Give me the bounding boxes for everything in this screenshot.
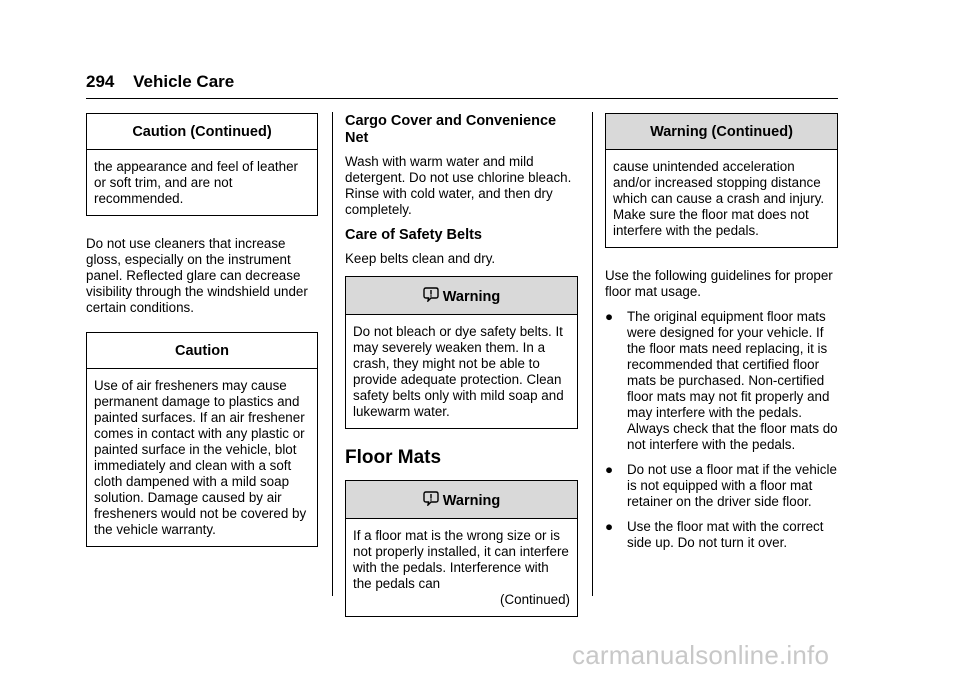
column-divider-2	[592, 112, 593, 596]
belts-warning-box	[345, 276, 578, 429]
header-rule	[86, 98, 838, 99]
caution-body	[87, 368, 317, 546]
belts-heading: Care of Safety Belts	[345, 227, 482, 243]
list-item-text: Use the floor mat with the correct side up. Do not turn it over.	[627, 519, 824, 550]
belts-text: Keep belts clean and dry.	[345, 251, 496, 266]
caution-title: Caution	[175, 343, 229, 359]
list-item-text: The original equipment floor mats were designed for your vehicle. If the floor mats need replacing, it is recommended that certified floor mats be purchased. Non-certified floor mats may not fit properly and may interfere with the pedals. Always check that the floor mats do not interfere with the pedals.	[627, 309, 838, 452]
floor-warning-body	[346, 518, 577, 616]
caution-continued-body	[87, 149, 317, 215]
caution-box	[86, 332, 318, 547]
watermark: carmanualsonline.info	[572, 640, 830, 670]
warning-continued-body	[606, 149, 837, 247]
page-number: 294	[86, 72, 115, 91]
caution-text: Use of air fresheners may cause permanent damage to plastics and painted surfaces. If an air freshener comes in contact with any plastic or painted surface in the vehicle, blot immediately and clean with a soft cloth dampened with a mild soap solution. Damage caused by air fresheners would not be covered by the vehicle warranty.	[94, 378, 307, 537]
floor-mats-heading: Floor Mats	[345, 447, 442, 468]
list-item	[605, 519, 838, 551]
column-divider-1	[332, 112, 333, 596]
belts-warning-text: Do not bleach or dye safety belts. It may severely weaken them. In a crash, they might not be able to provide adequate protection. Clean safety belts only with mild soap and lukewarm water.	[353, 324, 564, 419]
column-3	[605, 113, 838, 551]
bullet-icon: ●	[605, 309, 614, 324]
list-item	[605, 462, 838, 510]
gloss-paragraph: Do not use cleaners that increase gloss, especially on the instrument panel. Reflected glare can decrease visibility through the windshield under certain conditions.	[86, 236, 308, 315]
floor-warning-text: If a floor mat is the wrong size or is not properly installed, it can interfere with the pedals. Interference with the pedals can	[353, 528, 569, 591]
floor-warning-box	[345, 480, 578, 617]
list-item-text: Do not use a floor mat if the vehicle is not equipped with a floor mat retainer on the driver side floor.	[627, 462, 837, 509]
section-title: Vehicle Care	[133, 72, 235, 91]
column-2	[345, 113, 578, 617]
guidelines-intro: Use the following guidelines for proper floor mat usage.	[605, 268, 833, 299]
belts-warning-body	[346, 314, 577, 428]
belts-warning-title: Warning	[442, 289, 501, 305]
page-header	[86, 72, 234, 92]
warning-continued-text: cause unintended acceleration and/or increased stopping distance which can cause a crash and injury. Make sure the floor mat does not interfere with the pedals.	[613, 159, 825, 238]
caution-continued-text: the appearance and feel of leather or soft trim, and are not recommended.	[94, 159, 298, 206]
floor-warning-head	[346, 481, 577, 518]
warning-icon	[423, 287, 439, 302]
floor-warning-title: Warning	[442, 493, 501, 509]
list-item	[605, 309, 838, 453]
cargo-text: Wash with warm water and mild detergent. Do not use chlorine bleach. Rinse with cold water, and then dry completely.	[345, 154, 572, 217]
belts-warning-head	[346, 277, 577, 314]
warning-continued-title: Warning (Continued)	[606, 114, 837, 149]
caution-continued-box	[86, 113, 318, 216]
guidelines-list	[605, 309, 838, 551]
bullet-icon: ●	[605, 462, 614, 477]
warning-continued-box	[605, 113, 838, 248]
cargo-heading: Cargo Cover and Convenience Net	[345, 113, 557, 146]
continued-label: (Continued)	[500, 592, 570, 607]
column-1	[86, 113, 318, 547]
bullet-icon: ●	[605, 519, 614, 534]
caution-continued-title: Caution (Continued)	[132, 124, 272, 140]
warning-icon	[423, 491, 439, 506]
